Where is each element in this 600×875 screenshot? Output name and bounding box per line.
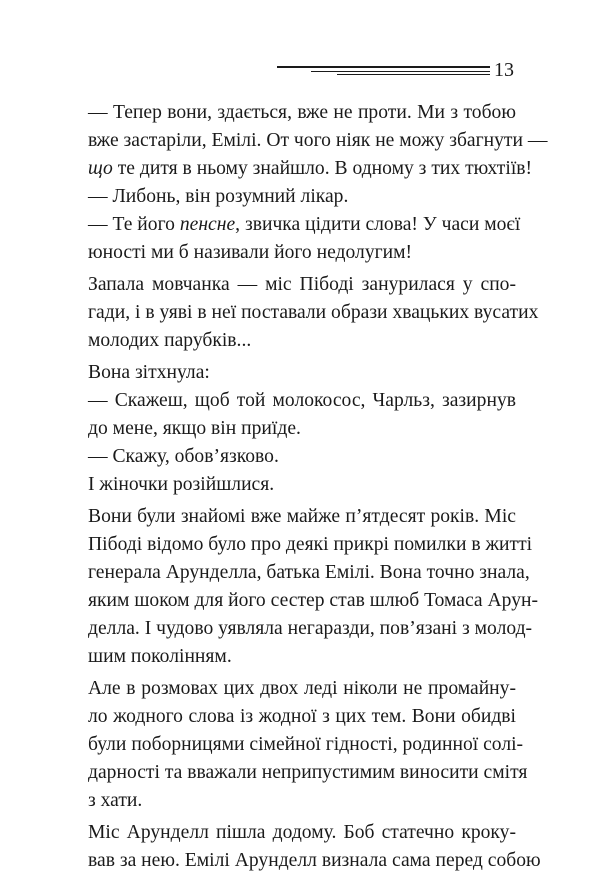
header-rule-thin-line	[311, 71, 490, 72]
text-line: делла. І чудово уявляла негаразди, пов’язані з молод-	[88, 618, 533, 639]
text-line: що те дитя в ньому знайшло. В одному з тих тюхтіїв!	[88, 158, 533, 179]
header-rule-thin-line	[337, 74, 490, 75]
text-line: І жіночки розійшлися.	[88, 474, 275, 495]
text-line: — Скажеш, щоб той молокосос, Чарльз, зазирнув	[88, 390, 516, 411]
text-line: ло жодного слова із жодної з цих тем. Вони обидві	[88, 706, 516, 727]
text-line: вже застаріли, Емілі. От чого ніяк не можу збагнути —	[88, 130, 548, 151]
text-line: генерала Арунделла, батька Емілі. Вона точно знала,	[88, 562, 530, 583]
text-line: Але в розмовах цих двох леді ніколи не промайну-	[88, 678, 516, 699]
text-line: — Тепер вони, здається, вже не проти. Ми з тобою	[88, 102, 516, 123]
text-line: були поборницями сімейної гідності, родинної солі-	[88, 734, 524, 755]
text-line: Вони були знайомі вже майже п’ятдесят років. Міс	[88, 506, 516, 527]
text-line: Запала мовчанка — міс Пібоді занурилася у спо-	[88, 274, 516, 295]
text-line: — Либонь, він розумний лікар.	[88, 186, 349, 207]
text-line: вав за нею. Емілі Арунделл визнала сама перед собою	[88, 850, 541, 871]
text-line: дарності та вважали неприпустимим виносити смітя	[88, 762, 528, 783]
text-line: до мене, якщо він приїде.	[88, 418, 301, 439]
text-line: яким шоком для його сестер став шлюб Томаса Арун-	[88, 590, 539, 611]
text-line: гади, і в уяві в неї поставали образи хвацьких вусатих	[88, 302, 539, 323]
text-line: юності ми б називали його недолугим!	[88, 242, 413, 263]
body-text	[88, 99, 548, 875]
header-rule-thick-line	[277, 66, 490, 68]
header-rule	[277, 66, 490, 76]
page-number: 13	[494, 59, 514, 81]
text-line: — Скажу, обов’язково.	[88, 446, 279, 467]
text-line: — Те його пенсне, звичка цідити слова! У часи моєї	[88, 214, 521, 235]
text-line: з хати.	[88, 790, 143, 811]
text-line: Пібоді відомо було про деякі прикрі помилки в житті	[88, 534, 533, 555]
text-line: Вона зітхнула:	[88, 362, 210, 383]
text-line: молодих парубків...	[88, 330, 252, 351]
text-line: шим поколінням.	[88, 646, 232, 667]
text-line: Міс Арунделл пішла додому. Боб статечно кроку-	[88, 822, 516, 843]
